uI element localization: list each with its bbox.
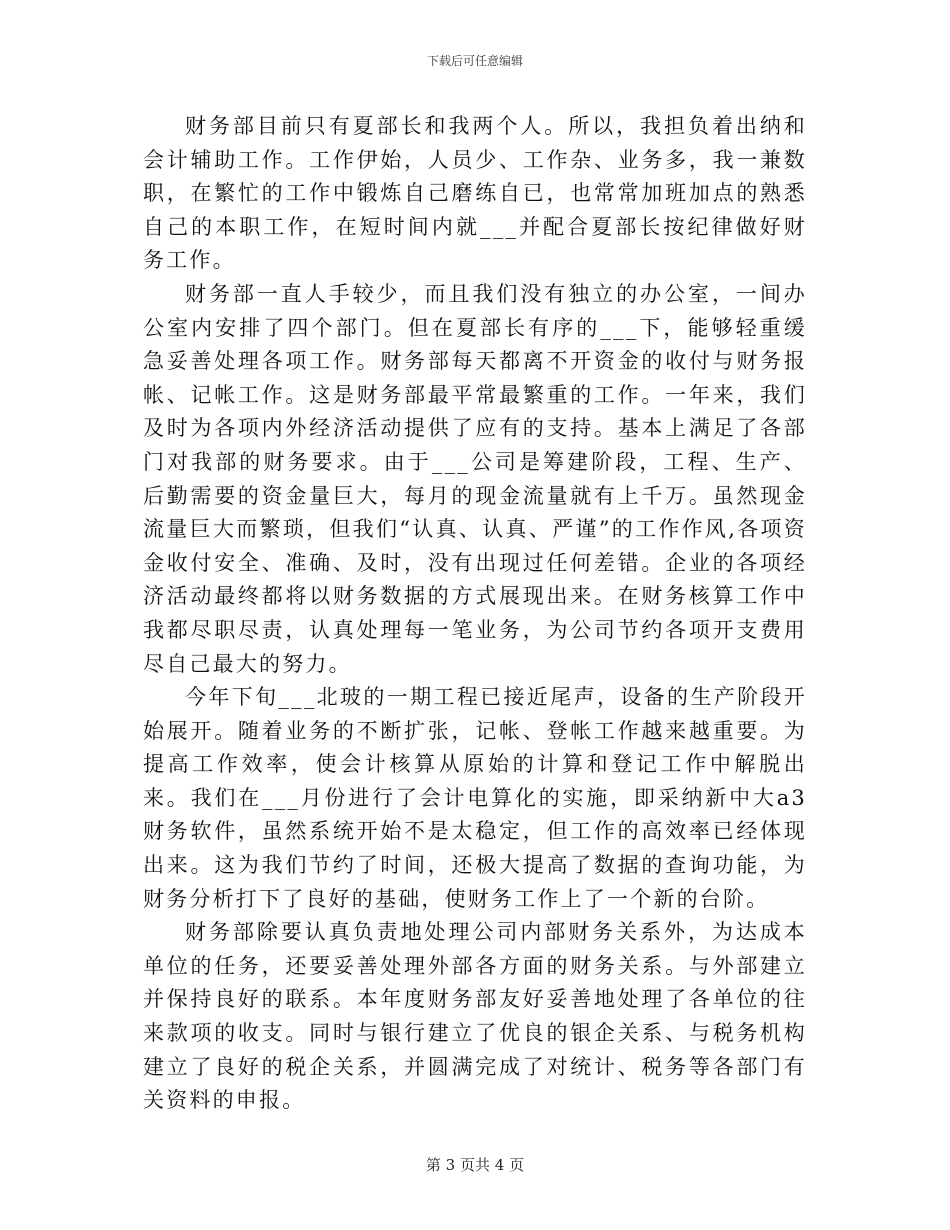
page-header: 下载后可任意编辑: [426, 54, 523, 68]
page-footer: 第 3 页共 4 页: [425, 1156, 525, 1174]
paragraph-1: 财务部目前只有夏部长和我两个人。所以，我担负着出纳和会计辅助工作。工作伊始，人员少、工作杂、业务多，我一兼数职，在繁忙的工作中锻炼自己磨练自已，也常常加班加点的熟悉自己的本职工作，在短时间内就___并配合夏部长按纪律做好财务工作。: [143, 114, 807, 273]
paragraph-3: 今年下旬___北玻的一期工程已接近尾声，设备的生产阶段开始展开。随着业务的不断扩张，记帐、登帐工作越来越重要。为提高工作效率，使会计核算从原始的计算和登记工作中解脱出来。我们在___月份进行了会计电算化的实施，即采纳新中大a3财务软件，虽然系统开始不是太稳定，但工作的高效率已经体现出来。这为我们节约了时间，还极大提高了数据的查询功能，为财务分析打下了良好的基础，使财务工作上了一个新的台阶。: [143, 685, 807, 911]
paragraph-2: 财务部一直人手较少，而且我们没有独立的办公室，一间办公室内安排了四个部门。但在夏部长有序的___下，能够轻重缓急妥善处理各项工作。财务部每天都离不开资金的收付与财务报帐、记帐工作。这是财务部最平常最繁重的工作。一年来，我们及时为各项内外经济活动提供了应有的支持。基本上满足了各部门对我部的财务要求。由于___公司是筹建阶段，工程、生产、后勤需要的资金量巨大，每月的现金流量就有上千万。虽然现金流量巨大而繁琐，但我们“认真、认真、严谨”的工作作风,各项资金收付安全、准确、及时，没有出现过任何差错。企业的各项经济活动最终都将以财务数据的方式展现出来。在财务核算工作中我都尽职尽责，认真处理每一笔业务，为公司节约各项开支费用尽自己最大的努力。: [143, 281, 807, 676]
document-body: [143, 110, 807, 1118]
paragraph-4: 财务部除要认真负责地处理公司内部财务关系外，为达成本单位的任务，还要妥善处理外部各方面的财务关系。与外部建立并保持良好的联系。本年度财务部友好妥善地处理了各单位的往来款项的收支。同时与银行建立了优良的银企关系、与税务机构建立了良好的税企关系，并圆满完成了对统计、税务等各部门有关资料的申报。: [143, 920, 807, 1113]
